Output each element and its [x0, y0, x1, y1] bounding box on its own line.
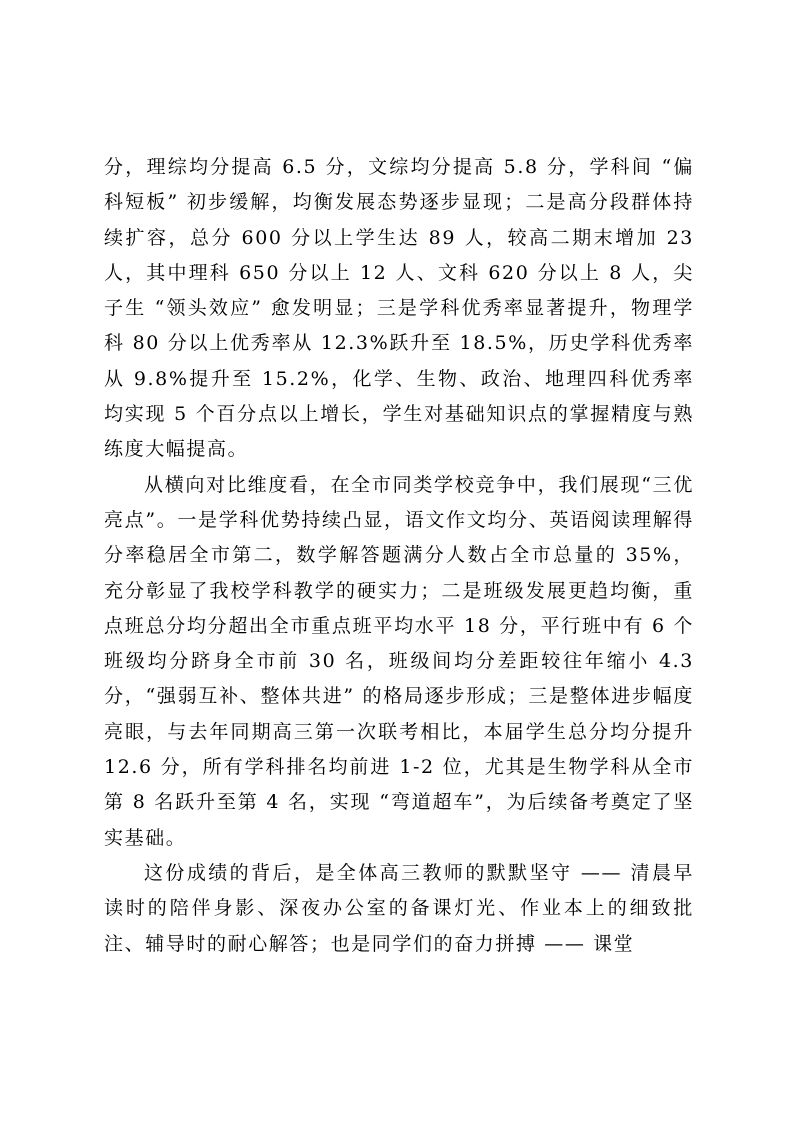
paragraph-city-comparison: 从横向对比维度看，在全市同类学校竞争中，我们展现“三优亮点”。一是学科优势持续凸显，语文作文均分、英语阅读理解得分率稳居全市第二，数学解答题满分人数占全市总量的 35%，充分彰显了我校学科教学的硬实力；二是班级发展更趋均衡，重点班总分均分超出全市重点班平均水平 18 分，平行班中有 6 个班级均分跻身全市前 30 名，班级间均分差距较往年缩小 4.3 分，“强弱互补、整体共进” 的格局逐步形成；三是整体进步幅度亮眼，与去年同期高三第一次联考相比，本届学生总分均分提升 12.6 分，所有学科排名均前进 1-2 位，尤其是生物学科从全市第 8 名跃升至第 4 名，实现 “弯道超车”，为后续备考奠定了坚实基础。: [104, 473, 694, 849]
paragraph-behind-results: 这份成绩的背后，是全体高三教师的默默坚守 —— 清晨早读时的陪伴身影、深夜办公室的备课灯光、作业本上的细致批注、辅导时的耐心解答；也是同学们的奋力拼搏 —— 课堂: [104, 861, 694, 955]
document-body: [104, 150, 694, 962]
paragraph-score-improvements: 分，理综均分提高 6.5 分，文综均分提高 5.8 分，学科间 “偏科短板” 初步缓解，均衡发展态势逐步显现；二是高分段群体持续扩容，总分 600 分以上学生达 89 人，较高二期末增加 23 人，其中理科 650 分以上 12 人、文科 620 分以上 8 人，尖子生 “领头效应” 愈发明显；三是学科优秀率显著提升，物理学科 80 分以上优秀率从 12.3%跃升至 18.5%，历史学科优秀率从 9.8%提升至 15.2%，化学、生物、政治、地理四科优秀率均实现 5 个百分点以上增长，学生对基础知识点的掌握精度与熟练度大幅提高。: [104, 156, 694, 461]
